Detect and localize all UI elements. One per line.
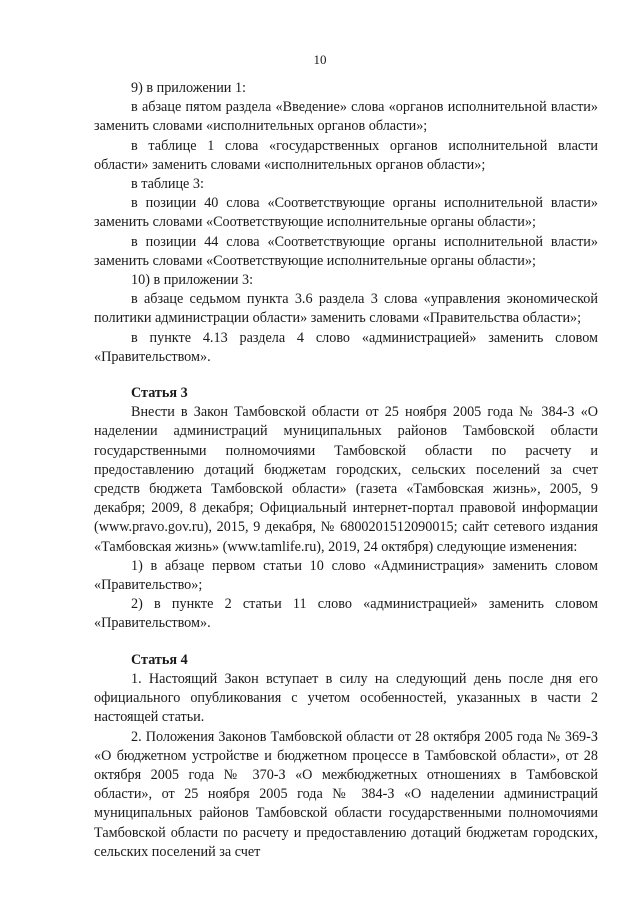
paragraph-item-9: 9) в приложении 1: bbox=[131, 80, 246, 96]
page-number: 10 bbox=[313, 52, 327, 67]
paragraph-introduction-change: в абзаце пятом раздела «Введение» слова «органов исполнительной власти» заменить словами «исполнительных органов области»; bbox=[94, 99, 598, 135]
article-3-intro-paragraph: Внести в Закон Тамбовской области от 25 ноября 2005 года № 384-З «О наделении администраций муниципальных районов Тамбовской области государственными полномочиями Тамбовской области по расчету и предоставлению дотаций бюджетам городских, сельских поселений за счет средств бюджета Тамбовской области» (газета «Тамбовская жизнь», 2005, 9 декабря; 2009, 8 декабря; Официальный интернет-портал правовой информации (www.pravo.gov.ru), 2015, 9 декабря, № 6800201512090015; сайт сетевого издания «Тамбовская жизнь» (www.tamlife.ru), 2019, 24 октября) следующие изменения: bbox=[94, 404, 598, 555]
article-3-heading: Статья 3 bbox=[131, 385, 188, 402]
paragraph-point-3-6: в абзаце седьмом пункта 3.6 раздела 3 слова «управления экономической политики администрации области» заменить словами «Правительства области»; bbox=[94, 291, 598, 327]
article-4-part-2: 2. Положения Законов Тамбовской области от 28 октября 2005 года № 369-З «О бюджетном устройстве и бюджетном процессе в Тамбовской области», от 28 октября 2005 года № 370-З «О межбюджетных отношениях в Тамбовской области», от 25 ноября 2005 года № 384-З «О наделении администраций муниципальных районов Тамбовской области государственными полномочиями Тамбовской области по расчету и предоставлению дотаций бюджетам городских, сельских поселений за счет bbox=[94, 728, 598, 860]
article-3-change-2: 2) в пункте 2 статьи 11 слово «администрацией» заменить словом «Правительством». bbox=[94, 596, 598, 632]
paragraph-position-44: в позиции 44 слова «Соответствующие органы исполнительной власти» заменить словами «Соответствующие исполнительные органы области»; bbox=[94, 233, 598, 269]
paragraph-point-4-13: в пункте 4.13 раздела 4 слово «администрацией» заменить словом «Правительством». bbox=[94, 329, 598, 365]
article-4-part-1: 1. Настоящий Закон вступает в силу на следующий день после дня его официального опубликования с учетом особенностей, указанных в части 2 настоящей статьи. bbox=[94, 670, 598, 726]
article-4-heading: Статья 4 bbox=[131, 651, 188, 668]
paragraph-table-1-change: в таблице 1 слова «государственных органов исполнительной власти области» заменить словами «исполнительных органов области»; bbox=[94, 137, 598, 173]
paragraph-table-3: в таблице 3: bbox=[131, 176, 204, 193]
article-3-change-1: 1) в абзаце первом статьи 10 слово «Администрация» заменить словом «Правительство»; bbox=[94, 557, 598, 594]
document-body bbox=[94, 79, 598, 862]
paragraph-position-40: в позиции 40 слова «Соответствующие органы исполнительной власти» заменить словами «Соответствующие исполнительные органы области»; bbox=[94, 195, 598, 231]
paragraph-item-10: 10) в приложении 3: bbox=[131, 272, 254, 289]
